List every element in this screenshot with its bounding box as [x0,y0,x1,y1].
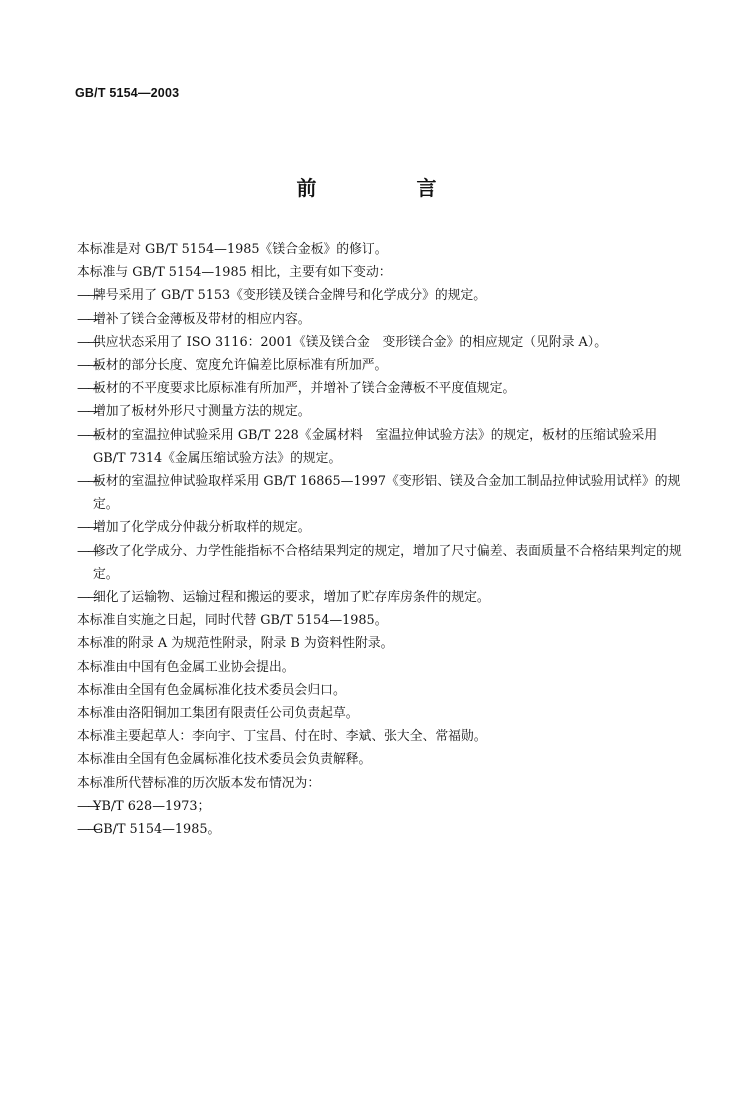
list-item [77,516,685,539]
list-item [77,308,685,331]
paragraph-text: 本标准是对 GB/T 5154—1985《镁合金板》的修订。 [77,242,388,257]
dash-mark: —— [77,358,99,374]
paragraph-text: 本标准由中国有色金属工业协会提出。 [77,659,295,675]
paragraph-text: GB/T 5154—1985。 [93,822,221,838]
paragraph-text: 本标准与 GB/T 5154—1985 相比，主要有如下变动： [77,265,392,281]
paragraph-text: 本标准由全国有色金属标准化技术委员会负责解释。 [77,752,372,768]
list-item [77,470,685,516]
list-item [77,284,685,307]
dash-mark: —— [77,427,99,443]
list-item [77,540,685,586]
paragraph-text: YB/T 628—1973； [93,798,211,814]
standard-number-header: GB/T 5154—2003 [75,86,180,100]
list-item [77,586,685,609]
dash-mark: —— [77,798,99,814]
paragraph [77,725,685,748]
paragraph-text: 牌号采用了 GB/T 5153《变形镁及镁合金牌号和化学成分》的规定。 [93,288,487,304]
paragraph-text: 本标准由全国有色金属标准化技术委员会归口。 [77,682,346,698]
paragraph-text: 本标准所代替标准的历次版本发布情况为： [77,775,321,791]
paragraph [77,632,685,655]
list-item [77,424,685,470]
paragraph [77,702,685,725]
dash-mark: —— [77,311,99,327]
paragraph-text: 本标准自实施之日起，同时代替 GB/T 5154—1985。 [77,613,388,629]
list-item [77,400,685,423]
paragraph-text: 板材的室温拉伸试验取样采用 GB/T 16865—1997《变形铝、镁及合金加工制品拉伸试验用试样》的规定。 [93,474,681,513]
list-item [77,377,685,400]
paragraph [77,261,685,284]
paragraph-text: 本标准由洛阳铜加工集团有限责任公司负责起草。 [77,706,359,722]
dash-mark: —— [77,590,99,606]
dash-mark: —— [77,822,99,838]
dash-mark: —— [77,334,99,350]
paragraph-text: 细化了运输物、运输过程和搬运的要求，增加了贮存库房条件的规定。 [93,590,490,606]
paragraph [77,748,685,771]
paragraph-text: 本标准主要起草人：李向宇、丁宝昌、付在时、李斌、张大全、常福勋。 [77,729,487,745]
dash-mark: —— [77,520,99,536]
paragraph-text: 增加了板材外形尺寸测量方法的规定。 [93,404,311,420]
paragraph-text: 板材的部分长度、宽度允许偏差比原标准有所加严。 [93,358,388,374]
page-title: 前 言 [296,176,477,200]
paragraph [77,679,685,702]
paragraph [77,656,685,679]
dash-mark: —— [77,381,99,397]
dash-mark: —— [77,404,99,420]
paragraph [77,772,685,795]
dash-mark: —— [77,474,99,490]
list-item [77,818,685,841]
paragraph-text: 板材的不平度要求比原标准有所加严，并增补了镁合金薄板不平度值规定。 [93,381,516,397]
list-item [77,331,685,354]
paragraph-text: 增加了化学成分仲裁分析取样的规定。 [93,520,311,536]
paragraph-text: 修改了化学成分、力学性能指标不合格结果判定的规定，增加了尺寸偏差、表面质量不合格结果判定的规定。 [93,543,682,582]
paragraph-text: 增补了镁合金薄板及带材的相应内容。 [93,311,311,327]
list-item [77,795,685,818]
paragraph-text: 供应状态采用了 ISO 3116：2001《镁及镁合金 变形镁合金》的相应规定（见附录 A）。 [93,334,607,350]
paragraph [77,238,685,261]
foreword-body [77,238,685,841]
paragraph [77,609,685,632]
dash-mark: —— [77,543,99,559]
paragraph-text: 本标准的附录 A 为规范性附录，附录 B 为资料性附录。 [77,636,394,652]
paragraph-text: 板材的室温拉伸试验采用 GB/T 228《金属材料 室温拉伸试验方法》的规定，板材的压缩试验采用 GB/T 7314《金属压缩试验方法》的规定。 [93,427,658,466]
dash-mark: —— [77,288,99,304]
list-item [77,354,685,377]
